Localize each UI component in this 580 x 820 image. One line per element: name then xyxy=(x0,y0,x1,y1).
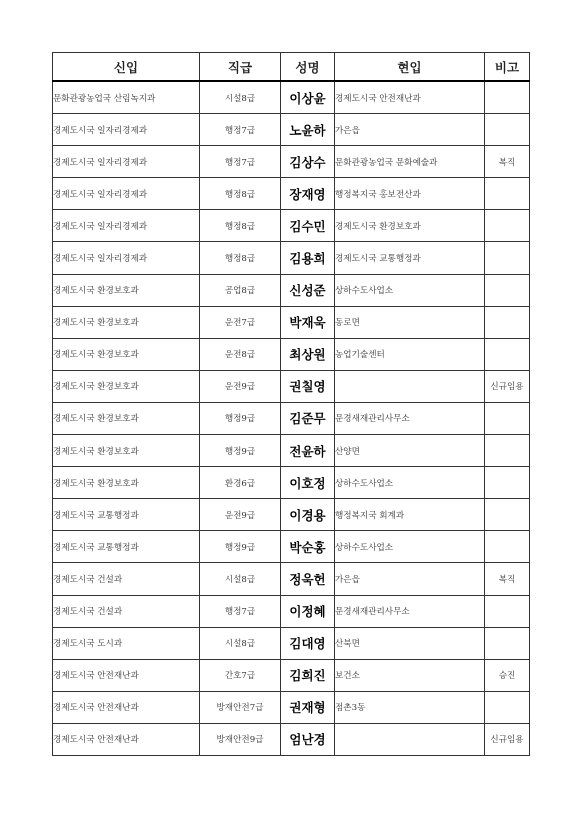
cell-grade: 행정8급 xyxy=(200,242,281,274)
cell-new-post: 경제도시국 교통행정과 xyxy=(53,531,200,563)
cell-grade: 시설8급 xyxy=(200,563,281,595)
table-row xyxy=(53,114,530,146)
cell-new-post: 경제도시국 환경보호과 xyxy=(53,467,200,499)
cell-current-post xyxy=(335,370,485,402)
cell-grade: 행정9급 xyxy=(200,402,281,434)
cell-note xyxy=(485,210,530,242)
table-row xyxy=(53,402,530,434)
cell-current-post: 산북면 xyxy=(335,627,485,659)
cell-current-post: 문경새재관리사무소 xyxy=(335,402,485,434)
cell-grade: 행정8급 xyxy=(200,210,281,242)
cell-name: 김대영 xyxy=(281,627,335,659)
cell-grade: 시설8급 xyxy=(200,627,281,659)
cell-new-post: 경제도시국 환경보호과 xyxy=(53,402,200,434)
cell-current-post: 행정복지국 회계과 xyxy=(335,499,485,531)
cell-grade: 운전8급 xyxy=(200,338,281,370)
cell-name: 김준무 xyxy=(281,402,335,434)
table-row xyxy=(53,81,530,114)
cell-new-post: 경제도시국 일자리경제과 xyxy=(53,242,200,274)
cell-note xyxy=(485,114,530,146)
cell-new-post: 경제도시국 환경보호과 xyxy=(53,370,200,402)
cell-note: 신규임용 xyxy=(485,723,530,755)
cell-grade: 공업8급 xyxy=(200,274,281,306)
cell-new-post: 경제도시국 일자리경제과 xyxy=(53,114,200,146)
cell-current-post: 상하수도사업소 xyxy=(335,467,485,499)
cell-current-post: 상하수도사업소 xyxy=(335,531,485,563)
table-row xyxy=(53,563,530,595)
cell-name: 노윤하 xyxy=(281,114,335,146)
cell-note: 복직 xyxy=(485,146,530,178)
cell-new-post: 경제도시국 안전재난과 xyxy=(53,723,200,755)
cell-note xyxy=(485,691,530,723)
personnel-table xyxy=(52,52,530,756)
header-name: 성명 xyxy=(281,53,335,82)
cell-name: 김상수 xyxy=(281,146,335,178)
cell-current-post: 문화관광농업국 문화예술과 xyxy=(335,146,485,178)
cell-current-post: 상하수도사업소 xyxy=(335,274,485,306)
cell-new-post: 경제도시국 교통행정과 xyxy=(53,499,200,531)
cell-new-post: 경제도시국 일자리경제과 xyxy=(53,178,200,210)
cell-grade: 환경6급 xyxy=(200,467,281,499)
table-header-row xyxy=(53,53,530,82)
cell-current-post: 점촌3동 xyxy=(335,691,485,723)
cell-current-post: 산양면 xyxy=(335,435,485,467)
cell-note xyxy=(485,81,530,114)
cell-current-post: 행정복지국 홍보전산과 xyxy=(335,178,485,210)
cell-current-post: 가은읍 xyxy=(335,114,485,146)
table-row xyxy=(53,210,530,242)
cell-name: 권칠영 xyxy=(281,370,335,402)
cell-grade: 운전9급 xyxy=(200,370,281,402)
table-row xyxy=(53,370,530,402)
cell-name: 장재영 xyxy=(281,178,335,210)
table-row xyxy=(53,723,530,755)
cell-new-post: 경제도시국 일자리경제과 xyxy=(53,210,200,242)
table-row xyxy=(53,691,530,723)
cell-name: 전윤하 xyxy=(281,435,335,467)
cell-new-post: 경제도시국 환경보호과 xyxy=(53,306,200,338)
cell-name: 권재형 xyxy=(281,691,335,723)
cell-new-post: 경제도시국 건설과 xyxy=(53,563,200,595)
cell-current-post: 경제도시국 환경보호과 xyxy=(335,210,485,242)
cell-current-post: 동로면 xyxy=(335,306,485,338)
cell-grade: 운전7급 xyxy=(200,306,281,338)
cell-name: 김용희 xyxy=(281,242,335,274)
cell-note xyxy=(485,402,530,434)
cell-name: 최상원 xyxy=(281,338,335,370)
cell-note xyxy=(485,467,530,499)
cell-new-post: 경제도시국 안전재난과 xyxy=(53,659,200,691)
cell-name: 김희진 xyxy=(281,659,335,691)
header-grade: 직급 xyxy=(200,53,281,82)
table-row xyxy=(53,146,530,178)
cell-name: 신성준 xyxy=(281,274,335,306)
cell-new-post: 경제도시국 환경보호과 xyxy=(53,274,200,306)
cell-name: 이상윤 xyxy=(281,81,335,114)
cell-grade: 시설8급 xyxy=(200,81,281,114)
cell-grade: 방재안전9급 xyxy=(200,723,281,755)
table-row xyxy=(53,659,530,691)
cell-new-post: 경제도시국 건설과 xyxy=(53,595,200,627)
table-row xyxy=(53,306,530,338)
cell-name: 이경용 xyxy=(281,499,335,531)
cell-note xyxy=(485,274,530,306)
cell-current-post: 문경새재관리사무소 xyxy=(335,595,485,627)
table-row xyxy=(53,242,530,274)
cell-grade: 행정7급 xyxy=(200,146,281,178)
cell-name: 박순홍 xyxy=(281,531,335,563)
cell-note xyxy=(485,242,530,274)
header-new-post: 신입 xyxy=(53,53,200,82)
cell-note xyxy=(485,306,530,338)
cell-name: 박재욱 xyxy=(281,306,335,338)
table-row xyxy=(53,435,530,467)
cell-note: 복직 xyxy=(485,563,530,595)
cell-note: 승진 xyxy=(485,659,530,691)
cell-name: 엄난경 xyxy=(281,723,335,755)
cell-grade: 행정7급 xyxy=(200,114,281,146)
table-row xyxy=(53,531,530,563)
cell-name: 이정혜 xyxy=(281,595,335,627)
cell-new-post: 경제도시국 환경보호과 xyxy=(53,338,200,370)
header-note: 비고 xyxy=(485,53,530,82)
cell-new-post: 경제도시국 도시과 xyxy=(53,627,200,659)
cell-grade: 행정7급 xyxy=(200,595,281,627)
cell-note: 신규임용 xyxy=(485,370,530,402)
cell-grade: 행정9급 xyxy=(200,531,281,563)
table-row xyxy=(53,627,530,659)
cell-grade: 운전9급 xyxy=(200,499,281,531)
cell-grade: 행정8급 xyxy=(200,178,281,210)
cell-new-post: 경제도시국 환경보호과 xyxy=(53,435,200,467)
cell-name: 이호정 xyxy=(281,467,335,499)
cell-note xyxy=(485,531,530,563)
cell-note xyxy=(485,499,530,531)
cell-current-post: 경제도시국 안전재난과 xyxy=(335,81,485,114)
table-row xyxy=(53,338,530,370)
cell-current-post: 가은읍 xyxy=(335,563,485,595)
cell-note xyxy=(485,338,530,370)
cell-note xyxy=(485,178,530,210)
cell-current-post: 농업기술센터 xyxy=(335,338,485,370)
table-row xyxy=(53,178,530,210)
cell-name: 김수민 xyxy=(281,210,335,242)
cell-grade: 행정9급 xyxy=(200,435,281,467)
cell-current-post: 경제도시국 교통행정과 xyxy=(335,242,485,274)
cell-new-post: 문화관광농업국 산림녹지과 xyxy=(53,81,200,114)
cell-grade: 간호7급 xyxy=(200,659,281,691)
table-body xyxy=(53,81,530,755)
cell-note xyxy=(485,595,530,627)
cell-name: 정욱헌 xyxy=(281,563,335,595)
table-row xyxy=(53,274,530,306)
cell-current-post: 보건소 xyxy=(335,659,485,691)
cell-new-post: 경제도시국 일자리경제과 xyxy=(53,146,200,178)
table-row xyxy=(53,595,530,627)
table-row xyxy=(53,467,530,499)
cell-grade: 방재안전7급 xyxy=(200,691,281,723)
cell-new-post: 경제도시국 안전재난과 xyxy=(53,691,200,723)
table-row xyxy=(53,499,530,531)
header-current-post: 현입 xyxy=(335,53,485,82)
cell-current-post xyxy=(335,723,485,755)
cell-note xyxy=(485,435,530,467)
personnel-document xyxy=(52,52,529,756)
cell-note xyxy=(485,627,530,659)
